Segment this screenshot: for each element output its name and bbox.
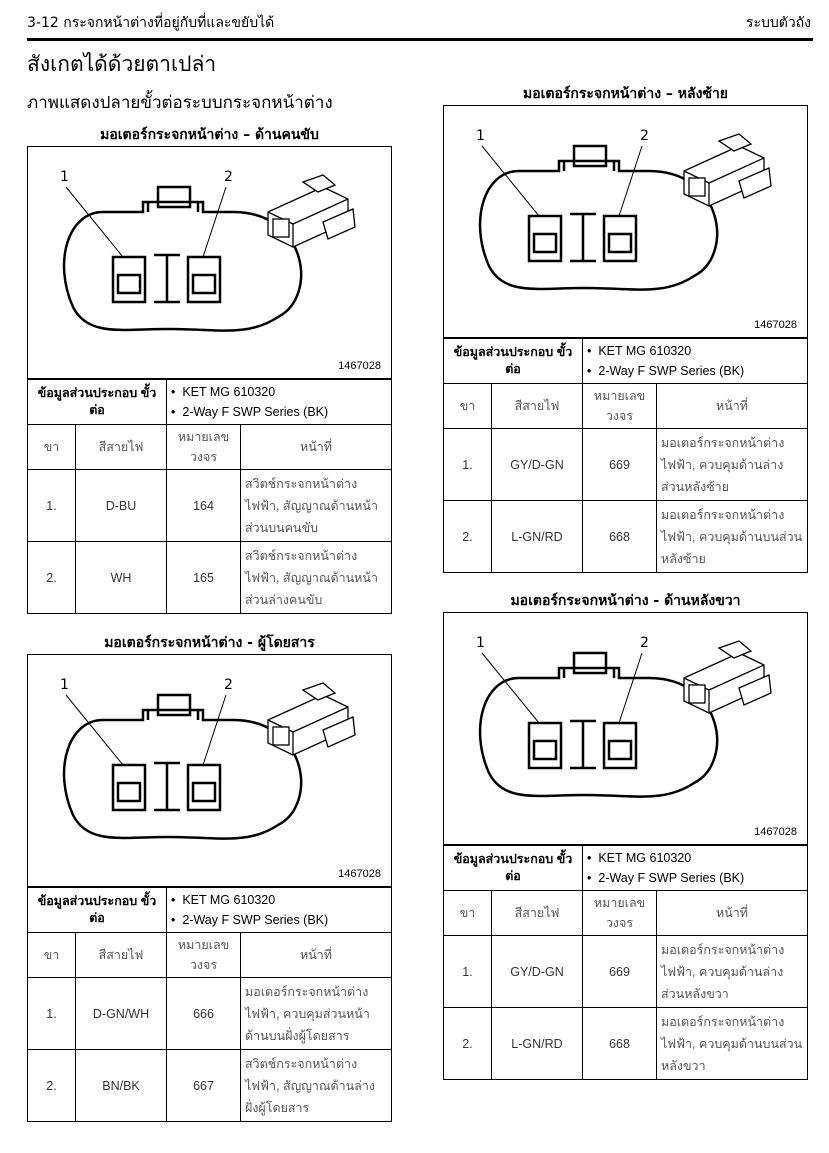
column-header: หมายเลข วงจร (167, 425, 241, 470)
pin-label-2: 2 (224, 169, 233, 185)
figure-code: 1467028 (754, 826, 797, 838)
connector-info: • KET MG 610320 • 2-Way F SWP Series (BK) (167, 888, 392, 933)
pin-cell: 1. (444, 936, 492, 1008)
section-title: มอเตอร์กระจกหน้าต่าง - ผู้โดยสาร (104, 635, 315, 651)
page-header-title: 3-12 กระจกหน้าต่างที่อยู่กับที่และขยับได้ (27, 15, 275, 31)
connector-diagram (444, 106, 807, 337)
pin-label-1: 1 (60, 677, 69, 693)
wire-color-cell: GY/D-GN (492, 936, 583, 1008)
circuit-cell: 164 (167, 470, 241, 542)
section-passenger (27, 632, 392, 1122)
pin-cell: 2. (444, 501, 492, 573)
connector-figure (443, 612, 808, 845)
figure-code: 1467028 (338, 360, 381, 372)
wire-color-cell: BN/BK (76, 1050, 167, 1122)
column-header: หน้าที่ (241, 933, 392, 978)
connector-figure (27, 146, 392, 379)
wire-color-cell: D-BU (76, 470, 167, 542)
function-cell: สวิตช์กระจกหน้าต่างไฟฟ้า, สัญญาณด้านหน้าส่วนล่างคนขับ (241, 542, 392, 614)
wire-color-cell: WH (76, 542, 167, 614)
section-driver (27, 124, 392, 614)
function-cell: มอเตอร์กระจกหน้าต่างไฟฟ้า, ควบคุมด้านล่างส่วนหลังขวา (657, 936, 808, 1008)
connector-figure (443, 105, 808, 338)
circuit-cell: 667 (167, 1050, 241, 1122)
connector-diagram (444, 613, 807, 844)
section-title: มอเตอร์กระจกหน้าต่าง - ด้านหลังขวา (510, 593, 741, 609)
circuit-cell: 668 (583, 501, 657, 573)
pin-cell: 1. (28, 978, 76, 1050)
connector-table (27, 379, 392, 614)
wire-color-cell: L-GN/RD (492, 501, 583, 573)
pin-label-1: 1 (476, 128, 485, 144)
column-header: ขา (28, 425, 76, 470)
column-header: หมายเลข วงจร (167, 933, 241, 978)
pin-cell: 1. (28, 470, 76, 542)
pin-label-2: 2 (224, 677, 233, 693)
column-header: ขา (444, 891, 492, 936)
info-label: ข้อมูลส่วนประกอบ ขั้วต่อ (444, 339, 583, 384)
connector-figure (27, 654, 392, 887)
section-title: มอเตอร์กระจกหน้าต่าง – หลังซ้าย (522, 86, 729, 102)
connector-table (27, 887, 392, 1122)
figure-code: 1467028 (754, 319, 797, 331)
column-header: หน้าที่ (657, 891, 808, 936)
table-row (28, 1050, 392, 1122)
circuit-cell: 668 (583, 1008, 657, 1080)
pin-label-2: 2 (640, 128, 649, 144)
connector-info: • KET MG 610320 • 2-Way F SWP Series (BK) (167, 380, 392, 425)
page-title: สังเกตได้ด้วยตาเปล่า (27, 52, 217, 76)
function-cell: สวิตช์กระจกหน้าต่างไฟฟ้า, สัญญาณด้านหน้าส่วนบนคนขับ (241, 470, 392, 542)
function-cell: มอเตอร์กระจกหน้าต่างไฟฟ้า, ควบคุมด้านบนส่วนหลังซ้าย (657, 501, 808, 573)
section-rear-left (443, 83, 808, 573)
circuit-cell: 666 (167, 978, 241, 1050)
info-label: ข้อมูลส่วนประกอบ ขั้วต่อ (28, 380, 167, 425)
column-header: สีสายไฟ (492, 891, 583, 936)
connector-table (443, 845, 808, 1080)
wire-color-cell: L-GN/RD (492, 1008, 583, 1080)
page-subtitle: ภาพแสดงปลายขั้วต่อระบบกระจกหน้าต่าง (27, 93, 333, 113)
connector-info: • KET MG 610320 • 2-Way F SWP Series (BK) (583, 846, 808, 891)
column-header: หน้าที่ (241, 425, 392, 470)
column-header: หมายเลข วงจร (583, 384, 657, 429)
figure-code: 1467028 (338, 868, 381, 880)
pin-cell: 2. (28, 542, 76, 614)
connector-table (443, 338, 808, 573)
function-cell: มอเตอร์กระจกหน้าต่างไฟฟ้า, ควบคุมด้านล่างส่วนหลังซ้าย (657, 429, 808, 501)
wire-color-cell: D-GN/WH (76, 978, 167, 1050)
section-rear-right (443, 590, 808, 1080)
pin-cell: 2. (28, 1050, 76, 1122)
page-header-section: ระบบตัวถัง (745, 15, 811, 31)
section-title: มอเตอร์กระจกหน้าต่าง – ด้านคนขับ (100, 127, 319, 143)
pin-cell: 2. (444, 1008, 492, 1080)
pin-label-1: 1 (476, 635, 485, 651)
table-row (444, 429, 808, 501)
info-label: ข้อมูลส่วนประกอบ ขั้วต่อ (28, 888, 167, 933)
circuit-cell: 669 (583, 936, 657, 1008)
column-header: ขา (444, 384, 492, 429)
header-rule (27, 38, 813, 41)
function-cell: มอเตอร์กระจกหน้าต่างไฟฟ้า, ควบคุมส่วนหน้าด้านบนฝั่งผู้โดยสาร (241, 978, 392, 1050)
pin-cell: 1. (444, 429, 492, 501)
column-header: สีสายไฟ (492, 384, 583, 429)
table-row (28, 470, 392, 542)
column-header: ขา (28, 933, 76, 978)
table-row (444, 936, 808, 1008)
table-row (28, 542, 392, 614)
function-cell: สวิตช์กระจกหน้าต่างไฟฟ้า, สัญญาณด้านล่างฝั่งผู้โดยสาร (241, 1050, 392, 1122)
pin-label-2: 2 (640, 635, 649, 651)
pin-label-1: 1 (60, 169, 69, 185)
connector-info: • KET MG 610320 • 2-Way F SWP Series (BK) (583, 339, 808, 384)
wire-color-cell: GY/D-GN (492, 429, 583, 501)
connector-diagram (28, 147, 391, 378)
table-row (28, 978, 392, 1050)
circuit-cell: 165 (167, 542, 241, 614)
function-cell: มอเตอร์กระจกหน้าต่างไฟฟ้า, ควบคุมด้านบนส่วนหลังขวา (657, 1008, 808, 1080)
column-header: หมายเลข วงจร (583, 891, 657, 936)
circuit-cell: 669 (583, 429, 657, 501)
table-row (444, 1008, 808, 1080)
info-label: ข้อมูลส่วนประกอบ ขั้วต่อ (444, 846, 583, 891)
connector-diagram (28, 655, 391, 886)
column-header: หน้าที่ (657, 384, 808, 429)
column-header: สีสายไฟ (76, 933, 167, 978)
column-header: สีสายไฟ (76, 425, 167, 470)
table-row (444, 501, 808, 573)
